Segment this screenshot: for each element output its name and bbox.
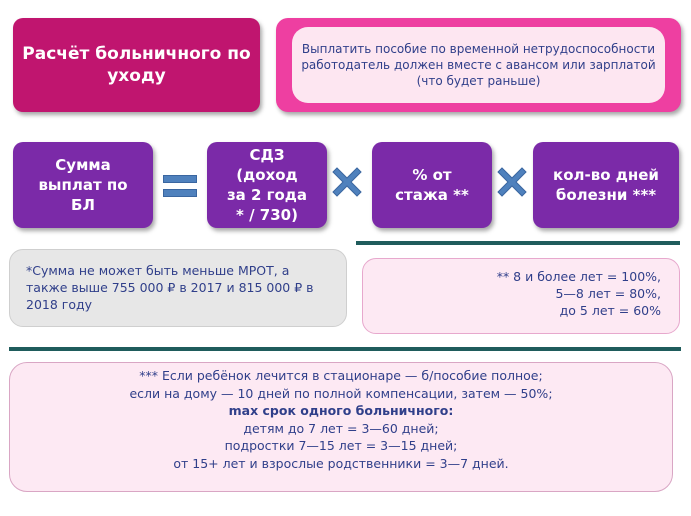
min-max-note: *Сумма не может быть меньше МРОТ, а также выше 755 000 ₽ в 2017 и 815 000 ₽ в 2018 году	[9, 249, 347, 327]
divider	[9, 347, 681, 351]
payment-notice	[276, 18, 681, 112]
hospital-line: если на дому — 10 дней по полной компенсации, затем — 50%;	[129, 385, 553, 401]
hospital-note	[9, 362, 673, 492]
formula-sum-box: Сумма выплат по БЛ	[13, 142, 153, 228]
multiply-icon	[331, 166, 363, 198]
hospital-item: от 15+ лет и взрослые родственники = 3—7 дней.	[173, 455, 509, 471]
payment-notice-text: Выплатить пособие по временной нетрудоспособности работодатель должен вместе с авансом или зарплатой (что будет раньше)	[292, 27, 665, 103]
hospital-line: *** Если ребёнок лечится в стационаре — б/пособие полное;	[139, 368, 543, 383]
stazh-line: ** 8 и более лет = 100%,	[496, 269, 661, 284]
hospital-max-heading: max срок одного больничного:	[228, 403, 454, 418]
hospital-item: детям до 7 лет = 3—60 дней;	[243, 420, 439, 436]
stazh-line: до 5 лет = 60%	[559, 303, 661, 318]
divider	[356, 241, 680, 245]
multiply-icon	[496, 166, 528, 198]
formula-sdz-box: СДЗ (доход за 2 года * / 730)	[207, 142, 327, 228]
equals-bar-top	[163, 175, 197, 183]
formula-days-box: кол-во дней болезни ***	[533, 142, 679, 228]
title-text: Расчёт больничного по уходу	[22, 44, 251, 86]
equals-icon	[163, 175, 197, 201]
page-title	[13, 18, 260, 112]
hospital-item: подростки 7—15 лет = 3—15 дней;	[224, 438, 458, 453]
stazh-line: 5—8 лет = 80%,	[555, 286, 661, 301]
formula-percent-box: % от стажа **	[372, 142, 492, 228]
stazh-note	[362, 258, 680, 334]
equals-bar-bottom	[163, 189, 197, 197]
